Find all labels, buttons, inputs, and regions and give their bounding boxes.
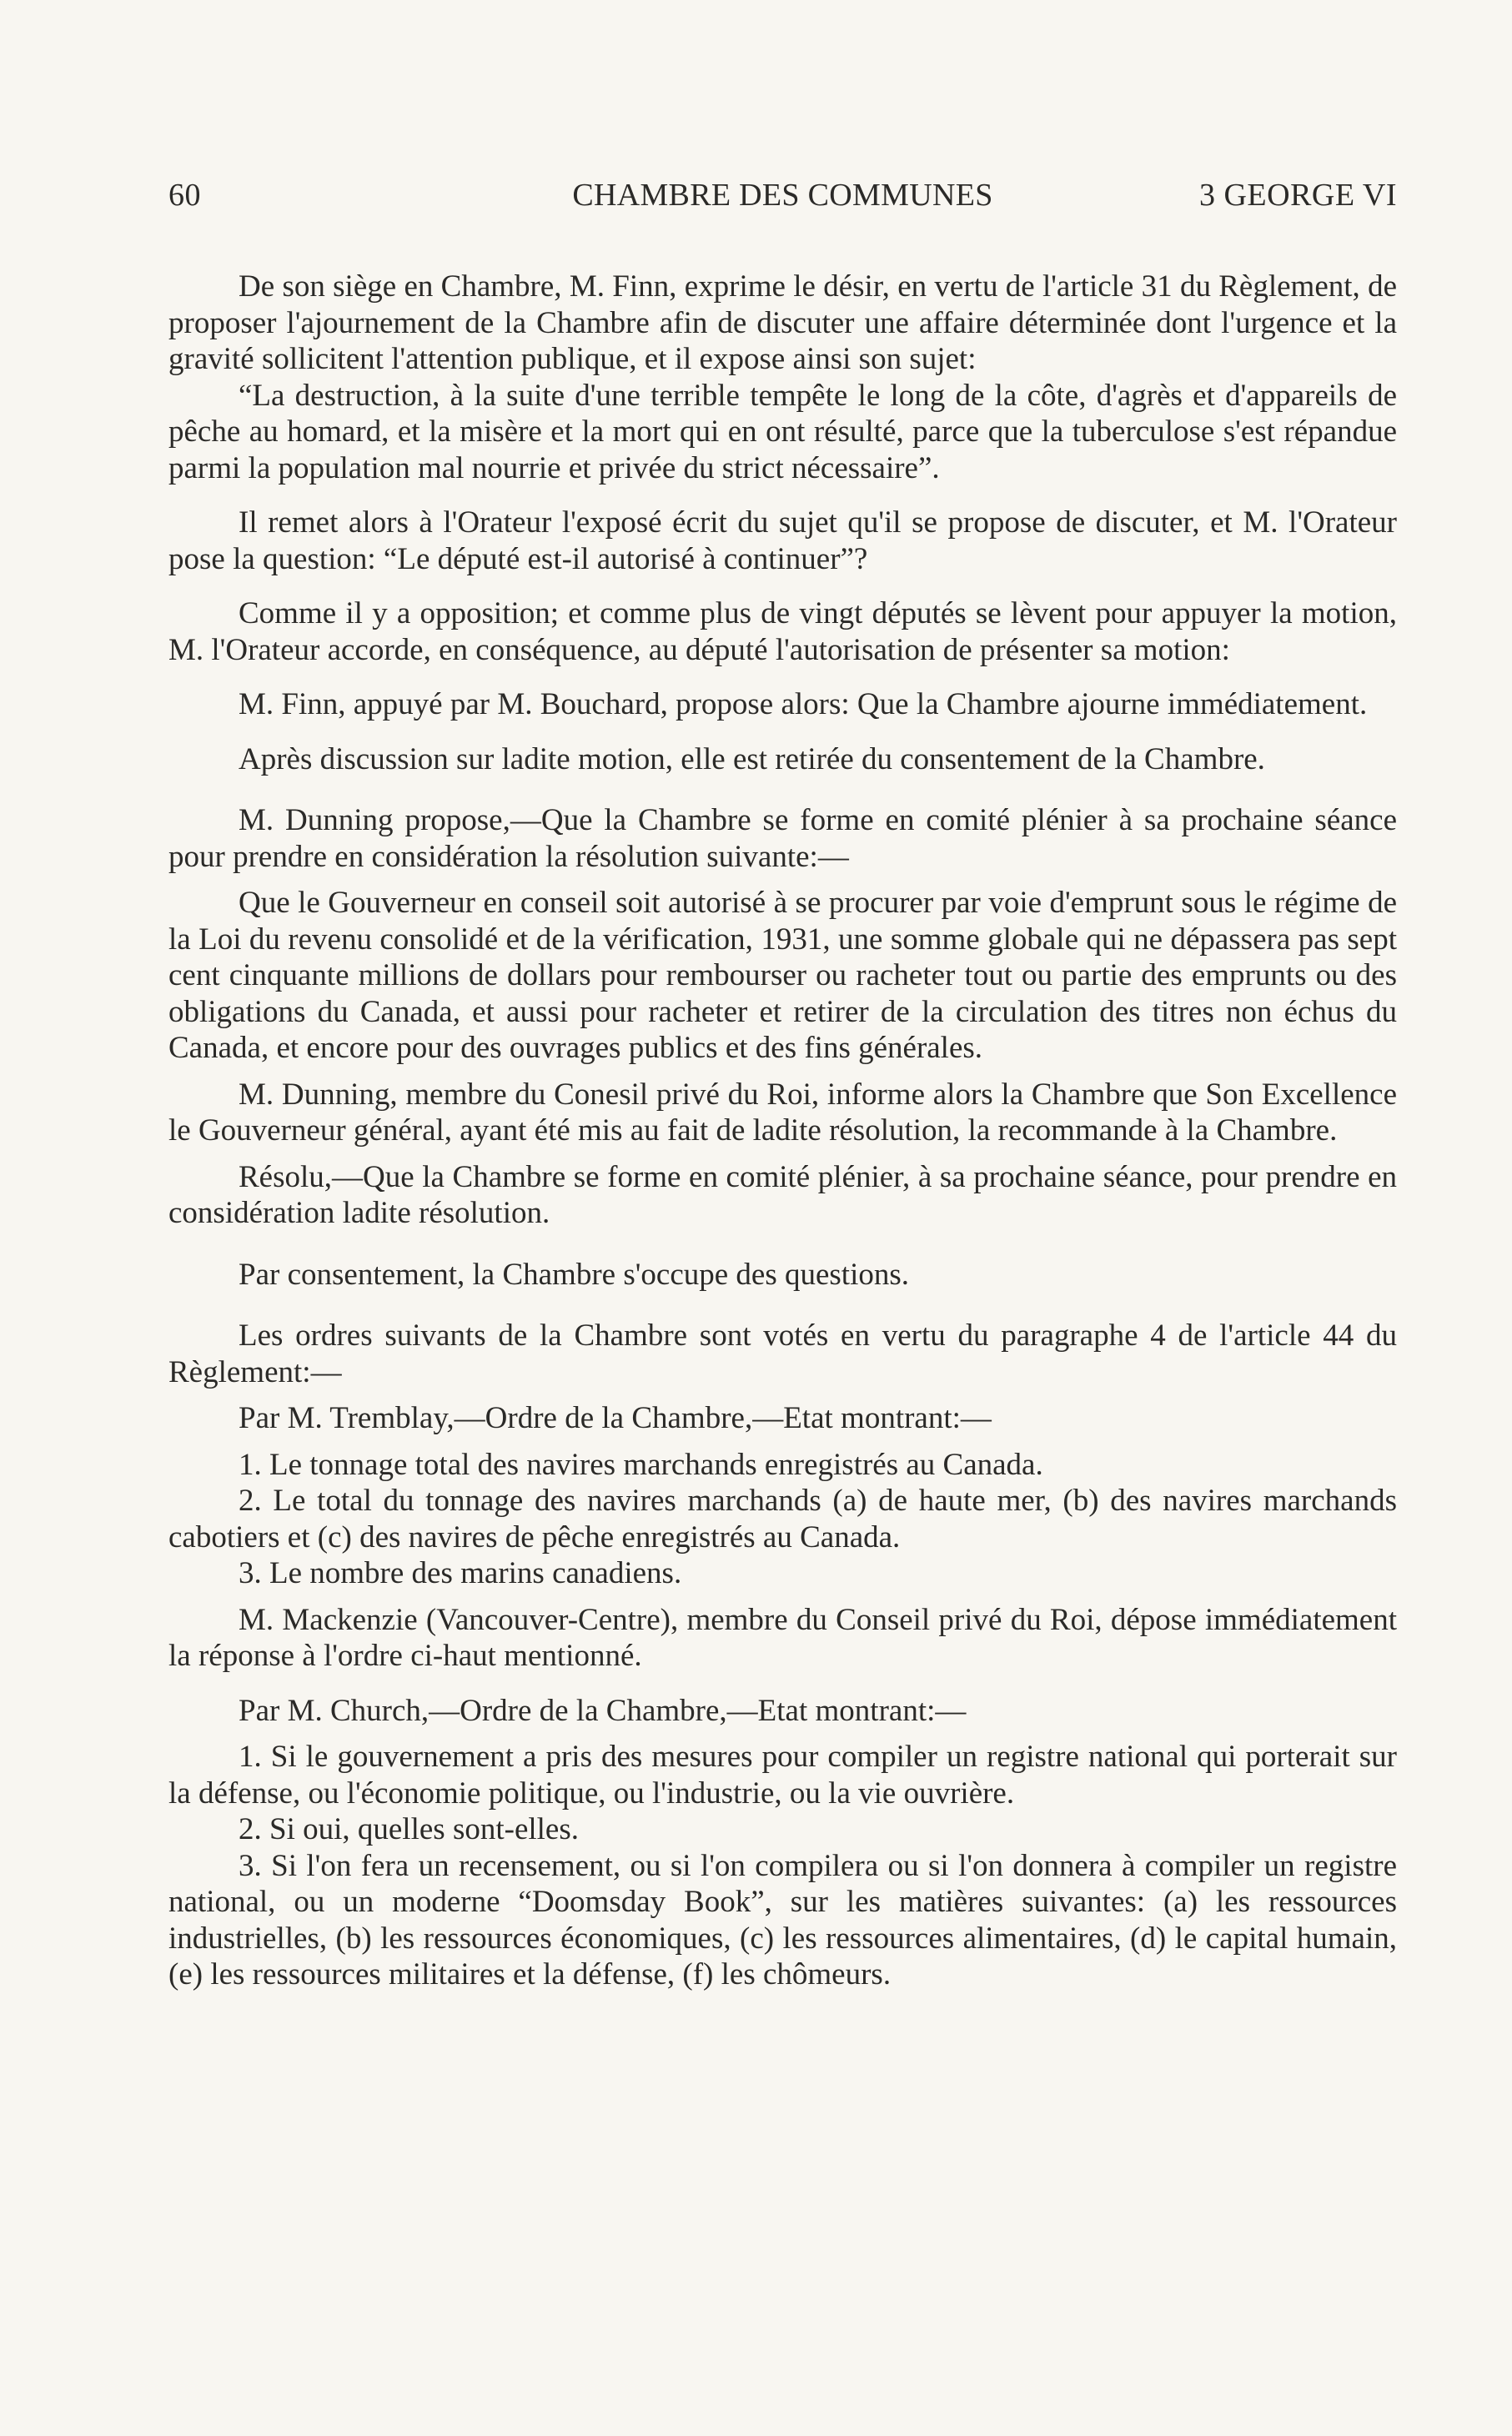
- paragraph-dunning-recommendation: M. Dunning, membre du Conesil privé du Roi, informe alors la Chambre que Son Excellence le Gouverneur général, ayant été mis au fait de ladite résolution, la recommande à la Chambre.: [168, 1077, 1397, 1148]
- paragraph-church-order: Par M. Church,—Ordre de la Chambre,—Etat montrant:—: [239, 1693, 967, 1728]
- paragraph-tremblay-order: Par M. Tremblay,—Ordre de la Chambre,—Etat montrant:—: [239, 1401, 992, 1435]
- paragraph-mackenzie-answer: M. Mackenzie (Vancouver-Centre), membre du Conseil privé du Roi, dépose immédiatement la réponse à l'ordre ci-haut mentionné.: [168, 1602, 1397, 1673]
- paragraph-orders-intro: Les ordres suivants de la Chambre sont votés en vertu du paragraphe 4 de l'article 44 du Règlement:—: [168, 1318, 1397, 1389]
- paragraph-resolution-text: Que le Gouverneur en conseil soit autorisé à se procurer par voie d'emprunt sous le régime de la Loi du revenu consolidé et de la vérification, 1931, une somme globale qui ne dépassera pas sept cent cinquante millions de dollars pour rembourser ou racheter tout ou partie des emprunts ou des obligations du Canada, et aussi pour racheter et retirer de la circulation des titres non échus du Canada, et encore pour des ouvrages publics et des fins générales.: [168, 886, 1397, 1065]
- list-item-church-2: 2. Si oui, quelles sont-elles.: [239, 1812, 579, 1846]
- paragraph-motion-withdrawn: Après discussion sur ladite motion, elle est retirée du consentement de la Chambre.: [239, 741, 1265, 776]
- page-header: [168, 177, 1397, 218]
- list-item-church-1: 1. Si le gouvernement a pris des mesures pour compiler un registre national qui porterait sur la défense, ou l'économie politique, ou l'industrie, ou la vie ouvrière.: [168, 1740, 1397, 1811]
- paragraph-orateur-question: Il remet alors à l'Orateur l'exposé écrit du sujet qu'il se propose de discuter, et M. l'Orateur pose la question: “Le député est-il autorisé à continuer”?: [168, 505, 1397, 576]
- paragraph-resolved: Résolu,—Que la Chambre se forme en comité plénier, à sa prochaine séance, pour prendre en considération ladite résolution.: [168, 1159, 1397, 1230]
- list-item-church-3: 3. Si l'on fera un recensement, ou si l'on compilera ou si l'on donnera à compiler un registre national, ou un moderne “Doomsday Book”, sur les matières suivantes: (a) les ressources industrielles, (b) les ressources économiques, (c) les ressources alimentaires, (d) le capital humain, (e) les ressources militaires et la défense, (f) les chômeurs.: [168, 1848, 1397, 1991]
- page-number: 60: [168, 178, 201, 213]
- list-item-tremblay-1: 1. Le tonnage total des navires marchands enregistrés au Canada.: [239, 1447, 1043, 1482]
- regnal-year: 3 GEORGE VI: [1198, 178, 1397, 213]
- running-title: CHAMBRE DES COMMUNES: [572, 178, 993, 213]
- list-item-tremblay-2: 2. Le total du tonnage des navires marchands (a) de haute mer, (b) des navires marchands cabotiers et (c) des navires de pêche enregistrés au Canada.: [168, 1484, 1397, 1555]
- paragraph-finn-motion: M. Finn, appuyé par M. Bouchard, propose alors: Que la Chambre ajourne immédiatement.: [239, 687, 1368, 721]
- paragraph-opposition: Comme il y a opposition; et comme plus de vingt députés se lèvent pour appuyer la motion, M. l'Orateur accorde, en conséquence, au député l'autorisation de présenter sa motion:: [168, 596, 1397, 667]
- paragraph-subject-quote: “La destruction, à la suite d'une terrible tempête le long de la côte, d'agrès et d'appareils de pêche au homard, et la misère et la mort qui en ont résulté, parce que la tuberculose s'est répandue parmi la population mal nourrie et privée du strict nécessaire”.: [168, 378, 1397, 485]
- page-body: [168, 269, 1397, 1993]
- paragraph-questions: Par consentement, la Chambre s'occupe des questions.: [239, 1257, 910, 1292]
- paragraph-dunning-proposal: M. Dunning propose,—Que la Chambre se forme en comité plénier à sa prochaine séance pour prendre en considération la résolution suivante:—: [168, 803, 1397, 874]
- list-item-tremblay-3: 3. Le nombre des marins canadiens.: [239, 1556, 682, 1590]
- paragraph-finn-request: De son siège en Chambre, M. Finn, exprime le désir, en vertu de l'article 31 du Règlement, de proposer l'ajournement de la Chambre afin de discuter une affaire déterminée dont l'urgence et la gravité sollicitent l'attention publique, et il expose ainsi son sujet:: [168, 269, 1397, 376]
